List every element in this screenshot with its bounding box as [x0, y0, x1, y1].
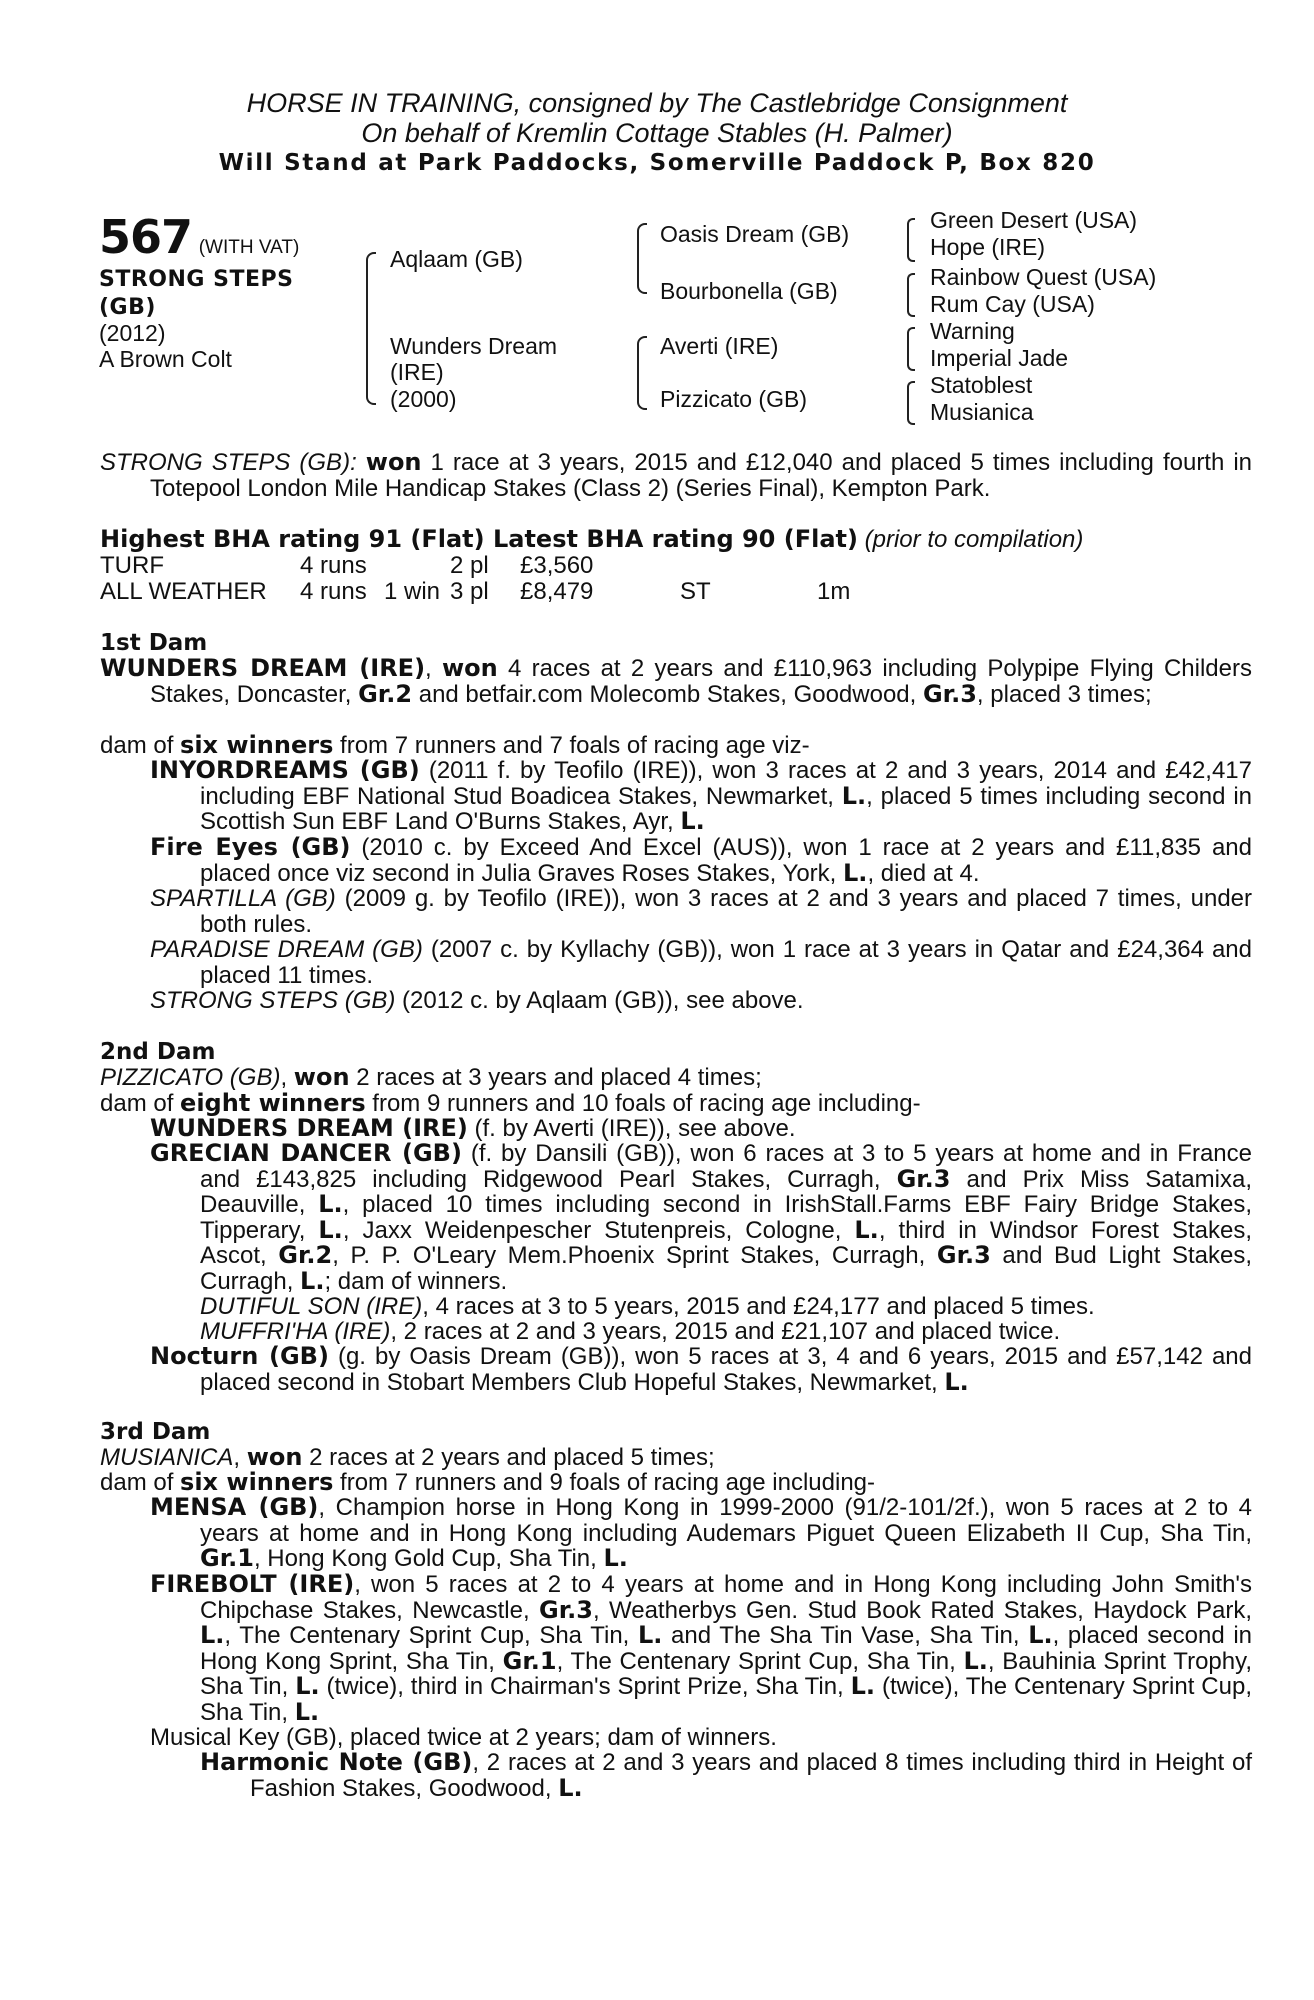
list-item: GRECIAN DANCER (GB) (f. by Dansili (GB)), won 6 races at 3 to 5 years at home and in France and £143,825 including Ridgewood Pearl Stakes, Curragh, Gr.3 and Prix Miss Satamixa, Deauville, L., placed 10 times including second in IrishStall.Farms EBF Fairy Bridge Stakes, Tipperary, L., Jaxx Weidenpescher Stutenpreis, Cologne, L., third in Windsor Forest Stakes, Ascot, Gr.2, P. P. O'Leary Mem.Phoenix Sprint Stakes, Curragh, Gr.3 and Bud Light Stakes, Curragh, L.; dam of winners. [150, 1139, 1253, 1295]
summary-won: won [365, 448, 422, 476]
pedigree-bracket-dam [637, 336, 647, 410]
pedigree-g3-8: Musianica [930, 399, 1034, 425]
pedigree-bracket-g4 [907, 381, 915, 425]
pedigree-g3-2: Hope (IRE) [930, 234, 1046, 260]
table-row: ALL WEATHER 4 runs 1 win 3 pl £8,479 ST 1m [100, 577, 851, 605]
horse-description: A Brown Colt [99, 346, 232, 372]
list-item: STRONG STEPS (GB) (2012 c. by Aqlaam (GB)), see above. [150, 987, 804, 1014]
race-summary: STRONG STEPS (GB): won 1 race at 3 years, 2015 and £12,040 and placed 5 times including fourth in Totepool London Mile Handicap Stakes (Class 2) (Series Final), Kempton Park. [100, 448, 1253, 502]
pedigree-dam-country: (IRE) [390, 359, 444, 385]
lot-heading [99, 212, 299, 262]
list-item: Musical Key (GB), placed twice at 2 years; dam of winners. [150, 1724, 777, 1751]
pedigree-dam-name: Wunders Dream [390, 333, 558, 359]
third-dam-produce-summary: dam of six winners from 7 runners and 9 foals of racing age including- [100, 1468, 876, 1496]
lot-number: 567 [99, 210, 193, 264]
list-item: MENSA (GB), Champion horse in Hong Kong in 1999-2000 (91/2-101/2f.), won 5 races at 2 to 4 years at home and in Hong Kong including Audemars Piguet Queen Elizabeth II Cup, Sha Tin, Gr.1, Hong Kong Gold Cup, Sha Tin, L. [150, 1493, 1252, 1573]
pedigree-dam-sire: Averti (IRE) [660, 333, 779, 359]
list-item: WUNDERS DREAM (IRE) (f. by Averti (IRE)), see above. [150, 1114, 796, 1142]
list-item: Harmonic Note (GB), 2 races at 2 and 3 years and placed 8 times including third in Height of Fashion Stakes, Goodwood, L. [200, 1748, 1252, 1802]
race-record-table [100, 553, 850, 604]
lot-vat: (WITH VAT) [198, 237, 300, 258]
list-item: FIREBOLT (IRE), won 5 races at 2 to 4 years at home and in Hong Kong including John Smith's Chipchase Stakes, Newcastle, Gr.3, Weatherbys Gen. Stud Book Rated Stakes, Haydock Park, L., The Centenary Sprint Cup, Sha Tin, L. and The Sha Tin Vase, Sha Tin, L., placed second in Hong Kong Sprint, Sha Tin, Gr.1, The Centenary Sprint Cup, Sha Tin, L., Bauhinia Sprint Trophy, Sha Tin, L. (twice), third in Chairman's Sprint Prize, Sha Tin, L. (twice), The Centenary Sprint Cup, Sha Tin, L. [150, 1570, 1253, 1726]
pedigree-dam-year: (2000) [390, 386, 457, 412]
third-dam-record: MUSIANICA, won 2 races at 2 years and placed 5 times; [100, 1443, 715, 1471]
pedigree-g3-5: Warning [930, 318, 1015, 344]
list-item: PARADISE DREAM (GB) (2007 c. by Kyllachy (GB)), won 1 race at 3 years in Qatar and £24,364 and placed 11 times. [150, 936, 1252, 989]
pedigree-bracket-g1 [907, 218, 915, 262]
pedigree-g3-4: Rum Cay (USA) [930, 291, 1095, 317]
header-location: Will Stand at Park Paddocks, Somerville Paddock P, Box 820 [218, 150, 1096, 176]
table-row: TURF 4 runs 2 pl £3,560 [100, 552, 594, 579]
pedigree-sire: Aqlaam (GB) [390, 246, 523, 272]
pedigree-g3-6: Imperial Jade [930, 345, 1069, 371]
list-item: Fire Eyes (GB) (2010 c. by Exceed And Excel (AUS)), won 1 race at 2 years and £11,835 and placed once viz second in Julia Graves Roses Stakes, York, L., died at 4. [150, 833, 1252, 887]
pedigree-g3-1: Green Desert (USA) [930, 207, 1138, 233]
pedigree-bracket-g2 [907, 273, 915, 317]
horse-year: (2012) [99, 320, 166, 346]
list-item: MUFFRI'HA (IRE), 2 races at 2 and 3 years, 2015 and £21,107 and placed twice. [200, 1318, 1061, 1345]
first-dam-record: WUNDERS DREAM (IRE), won 4 races at 2 years and £110,963 including Polypipe Flying Childers Stakes, Doncaster, Gr.2 and betfair.com Molecomb Stakes, Goodwood, Gr.3, placed 3 times; [100, 654, 1252, 708]
bha-rating: Highest BHA rating 91 (Flat) Latest BHA rating 90 (Flat) (prior to compilation) [100, 525, 1084, 553]
summary-horse-name: STRONG STEPS (GB) [100, 449, 351, 476]
first-dam-heading: 1st Dam [100, 630, 208, 656]
third-dam-heading: 3rd Dam [100, 1419, 211, 1445]
list-item: SPARTILLA (GB) (2009 g. by Teofilo (IRE)), won 3 races at 2 and 3 years and placed 7 times, under both rules. [150, 885, 1253, 938]
list-item: INYORDREAMS (GB) (2011 f. by Teofilo (IRE)), won 3 races at 2 and 3 years, 2014 and £42,417 including EBF National Stud Boadicea Stakes, Newmarket, L., placed 5 times including second in Scottish Sun EBF Land O'Burns Stakes, Ayr, L. [150, 756, 1252, 836]
horse-name: STRONG STEPS [99, 267, 294, 292]
second-dam-record: PIZZICATO (GB), won 2 races at 3 years and placed 4 times; [100, 1063, 762, 1091]
second-dam-produce-summary: dam of eight winners from 9 runners and 10 foals of racing age including- [100, 1089, 921, 1117]
pedigree-bracket-g3 [907, 327, 915, 371]
pedigree-g3-3: Rainbow Quest (USA) [930, 264, 1157, 290]
pedigree-sire-sire: Oasis Dream (GB) [660, 221, 850, 247]
horse-name-suffix: (GB) [99, 295, 156, 320]
second-dam-heading: 2nd Dam [100, 1039, 216, 1065]
pedigree-bracket-gen1 [366, 252, 376, 405]
pedigree-g3-7: Statoblest [930, 372, 1033, 398]
pedigree-sire-dam: Bourbonella (GB) [660, 278, 838, 304]
list-item: DUTIFUL SON (IRE), 4 races at 3 to 5 years, 2015 and £24,177 and placed 5 times. [200, 1293, 1095, 1320]
pedigree-dam-dam: Pizzicato (GB) [660, 386, 807, 412]
header-vendor: On behalf of Kremlin Cottage Stables (H. Palmer) [361, 118, 953, 148]
header-consignor: HORSE IN TRAINING, consigned by The Castlebridge Consignment [246, 88, 1068, 118]
list-item: Nocturn (GB) (g. by Oasis Dream (GB)), won 5 races at 3, 4 and 6 years, 2015 and £57,142 and placed second in Stobart Members Club Hopeful Stakes, Newmarket, L. [150, 1342, 1252, 1396]
pedigree-bracket-sire [637, 223, 647, 294]
first-dam-produce-summary: dam of six winners from 7 runners and 7 foals of racing age viz- [100, 731, 810, 759]
